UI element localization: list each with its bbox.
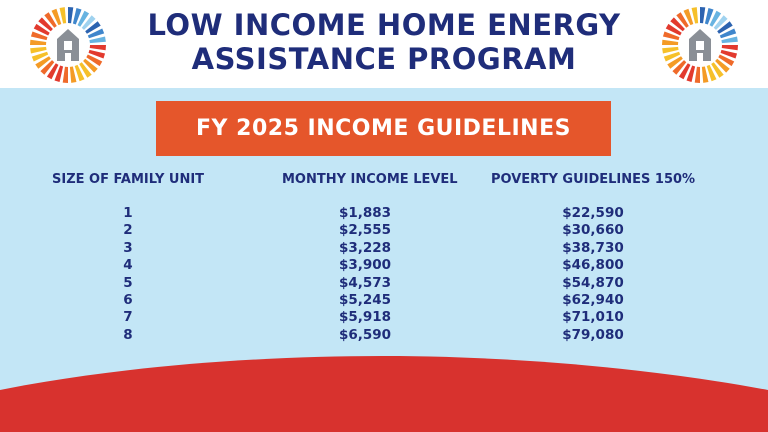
sunburst-house-icon — [660, 5, 740, 85]
poverty-guideline-cell: $22,590 — [562, 205, 624, 221]
header — [0, 0, 768, 88]
title-line-1: LOW INCOME HOME ENERGY — [147, 8, 621, 42]
poverty-guideline-cell: $71,010 — [562, 309, 624, 326]
family-size-cell: 1 — [123, 205, 133, 221]
poverty-guideline-cell: $46,800 — [562, 257, 624, 274]
column-header-monthly-income: MONTHY INCOME LEVEL — [282, 172, 458, 187]
guidelines-panel — [0, 88, 768, 432]
monthly-income-cell: $3,900 — [338, 257, 392, 274]
monthly-income-cell: $4,573 — [338, 274, 392, 291]
poverty-guideline-cell: $30,660 — [562, 222, 624, 239]
family-size-cell: 2 — [123, 222, 133, 239]
page-title — [110, 8, 658, 76]
title-line-2: ASSISTANCE PROGRAM — [191, 42, 577, 76]
family-size-cell: 5 — [123, 274, 133, 291]
banner: FY 2025 INCOME GUIDELINES — [156, 101, 611, 156]
family-size-cell: 3 — [123, 239, 133, 256]
poverty-guideline-cell: $54,870 — [562, 274, 624, 291]
monthly-income-cell: $5,918 — [338, 309, 392, 326]
sunburst-house-icon — [28, 5, 108, 85]
monthly-income-cell: $1,883 — [338, 205, 392, 221]
family-size-cell: 8 — [123, 326, 133, 343]
family-size-cell: 7 — [123, 309, 133, 326]
column-header-family-size: SIZE OF FAMILY UNIT — [52, 172, 205, 187]
monthly-income-cell: $2,555 — [338, 222, 392, 239]
column-header-poverty-guidelines: POVERTY GUIDELINES 150% — [491, 172, 696, 187]
poverty-guideline-cell: $38,730 — [562, 239, 624, 256]
poverty-guidelines-column — [553, 205, 633, 344]
poverty-guideline-cell: $62,940 — [562, 292, 624, 309]
family-size-cell: 6 — [123, 292, 133, 309]
family-size-cell: 4 — [123, 257, 133, 274]
monthly-income-column — [330, 205, 400, 344]
monthly-income-cell: $6,590 — [338, 326, 392, 343]
monthly-income-cell: $5,245 — [338, 292, 392, 309]
poverty-guideline-cell: $79,080 — [562, 326, 624, 343]
monthly-income-cell: $3,228 — [338, 239, 392, 256]
family-size-column — [118, 205, 138, 344]
